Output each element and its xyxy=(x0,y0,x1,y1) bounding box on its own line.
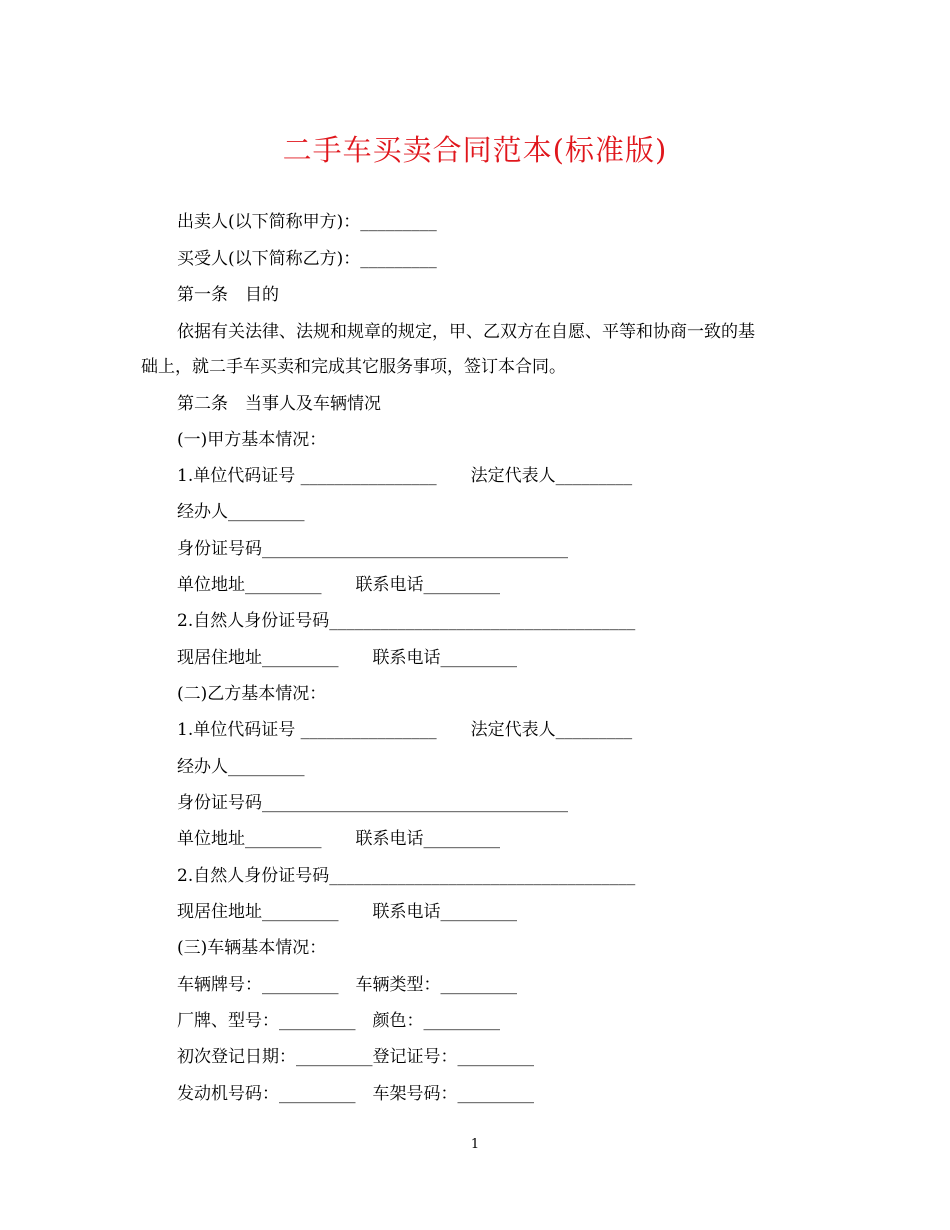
party-a-heading: (一)甲方基本情况： xyxy=(177,430,327,450)
article-1-heading: 第一条 目的 xyxy=(177,285,279,305)
purpose-paragraph-line-2: 础上，就二手车买卖和完成其它服务事项，签订本合同。 xyxy=(141,357,566,377)
page-number: 1 xyxy=(470,1137,480,1152)
party-a-address-line: 单位地址_________ 联系电话_________ xyxy=(177,575,500,595)
party-a-agent-line: 经办人_________ xyxy=(177,502,305,522)
party-b-heading: (二)乙方基本情况： xyxy=(177,684,327,704)
party-a-id-line: 身份证号码____________________________________ xyxy=(177,539,568,559)
buyer-line: 买受人(以下简称乙方)：_________ xyxy=(177,249,437,269)
vehicle-heading: (三)车辆基本情况： xyxy=(177,938,327,958)
party-a-residence-line: 现居住地址_________ 联系电话_________ xyxy=(177,648,517,668)
vehicle-brand-color-line: 厂牌、型号：_________ 颜色：_________ xyxy=(177,1011,500,1031)
vehicle-plate-type-line: 车辆牌号：_________ 车辆类型：_________ xyxy=(177,975,517,995)
vehicle-registration-line: 初次登记日期：_________登记证号：_________ xyxy=(177,1047,534,1067)
document-title: 二手车买卖合同范本(标准版) xyxy=(282,133,668,167)
vehicle-engine-frame-line: 发动机号码：_________ 车架号码：_________ xyxy=(177,1084,534,1104)
party-b-id-line: 身份证号码____________________________________ xyxy=(177,793,568,813)
purpose-paragraph-line-1: 依据有关法律、法规和规章的规定，甲、乙双方在自愿、平等和协商一致的基 xyxy=(177,322,755,342)
party-b-agent-line: 经办人_________ xyxy=(177,757,305,777)
party-b-natural-id-line: 2.自然人身份证号码____________________________________ xyxy=(177,866,636,886)
party-a-org-code-line: 1.单位代码证号 ________________ 法定代表人_________ xyxy=(177,466,633,486)
party-b-residence-line: 现居住地址_________ 联系电话_________ xyxy=(177,902,517,922)
seller-line: 出卖人(以下简称甲方)：_________ xyxy=(177,212,437,232)
party-b-org-code-line: 1.单位代码证号 ________________ 法定代表人_________ xyxy=(177,720,633,740)
party-b-address-line: 单位地址_________ 联系电话_________ xyxy=(177,829,500,849)
article-2-heading: 第二条 当事人及车辆情况 xyxy=(177,394,381,414)
party-a-natural-id-line: 2.自然人身份证号码____________________________________ xyxy=(177,611,636,631)
